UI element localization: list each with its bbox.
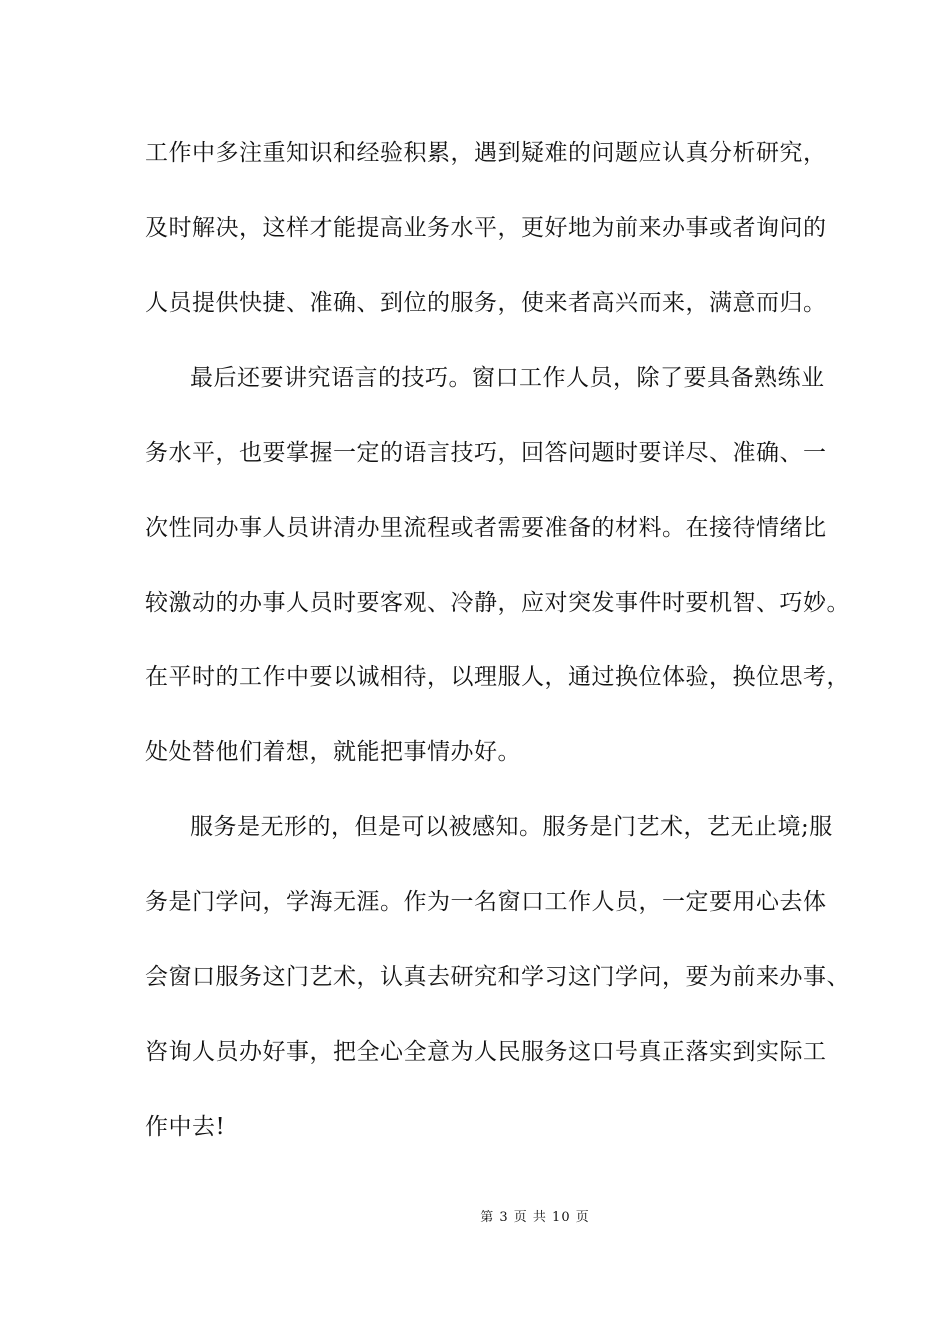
page-number-footer: 第 3 页 共 10 页 <box>480 1210 590 1225</box>
paragraph-1-line-3: 人员提供快捷、准确、到位的服务，使来者高兴而来，满意而归。 <box>145 290 827 316</box>
paragraph-3-line-3: 会窗口服务这门艺术，认真去研究和学习这门学问，要为前来办事、 <box>145 964 850 990</box>
paragraph-2-line-1: 最后还要讲究语言的技巧。窗口工作人员，除了要具备熟练业 <box>190 365 825 391</box>
paragraph-3-line-4: 咨询人员办好事，把全心全意为人民服务这口号真正落实到实际工 <box>145 1039 827 1065</box>
paragraph-2-line-6: 处处替他们着想，就能把事情办好。 <box>145 739 521 765</box>
paragraph-1-line-1: 工作中多注重知识和经验积累，遇到疑难的问题应认真分析研究， <box>145 140 827 166</box>
paragraph-2-line-2: 务水平，也要掌握一定的语言技巧，回答问题时要详尽、准确、一 <box>145 440 827 466</box>
paragraph-2-line-3: 次性同办事人员讲清办里流程或者需要准备的材料。在接待情绪比 <box>145 515 827 541</box>
paragraph-3-line-5: 作中去! <box>145 1114 226 1140</box>
paragraph-2-line-5: 在平时的工作中要以诚相待，以理服人，通过换位体验，换位思考， <box>145 664 850 690</box>
paragraph-2-line-4: 较激动的办事人员时要客观、冷静，应对突发事件时要机智、巧妙。 <box>145 590 850 616</box>
paragraph-3-line-2: 务是门学问，学海无涯。作为一名窗口工作人员，一定要用心去体 <box>145 889 827 915</box>
paragraph-3-line-1: 服务是无形的，但是可以被感知。服务是门艺术，艺无止境;服 <box>190 814 833 840</box>
paragraph-1-line-2: 及时解决，这样才能提高业务水平，更好地为前来办事或者询问的 <box>145 215 827 241</box>
